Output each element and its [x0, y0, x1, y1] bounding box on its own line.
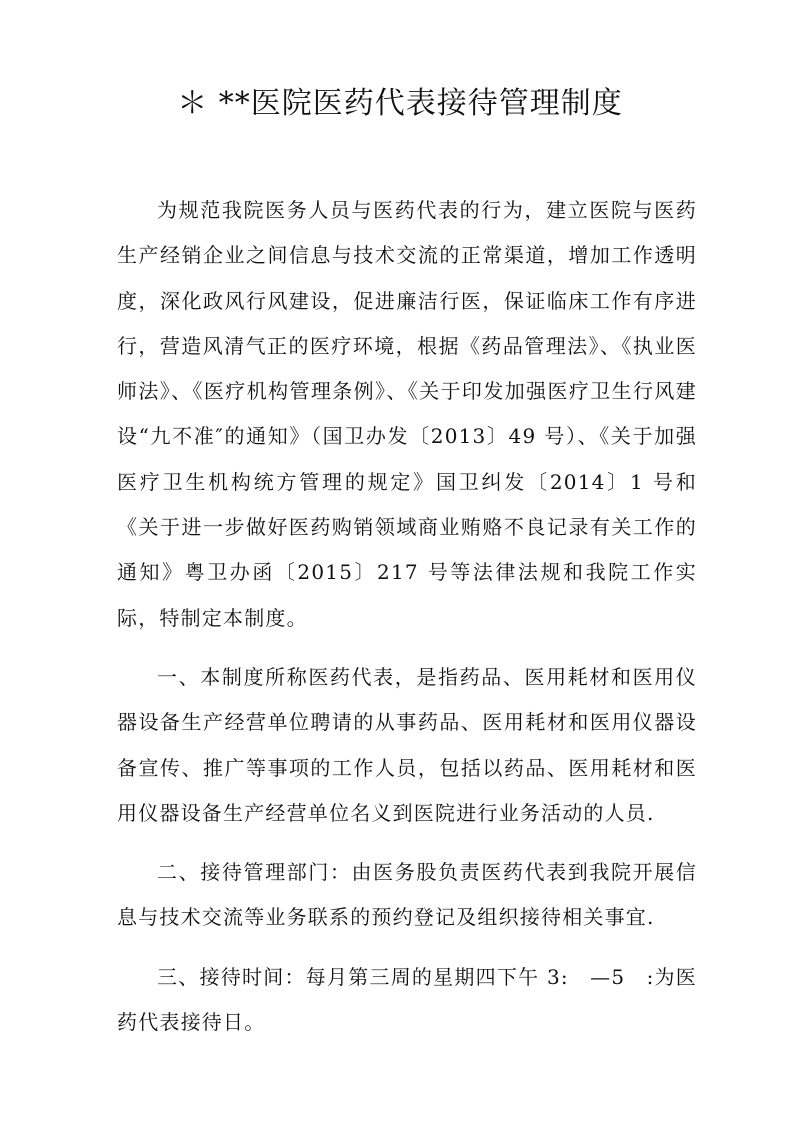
- paragraph-preamble: 为规范我院医务人员与医药代表的行为，建立医院与医药生产经销企业之间信息与技术交流的正常渠道，增加工作透明度，深化政风行风建设，促进廉洁行医，保证临床工作有序进行，营造风清气正的医疗环境，根据《药品管理法》、《执业医师法》、《医疗机构管理条例》、《关于印发加强医疗卫生行风建设“九不准″的通知》（国卫办发〔2013〕49 号）、《关于加强医疗卫生机构统方管理的规定》国卫纠发〔2014〕1 号和《关于进一步做好医药购销领域商业贿赂不良记录有关工作的通知》粤卫办函〔2015〕217 号等法律法规和我院工作实际，特制定本制度。: [117, 198, 697, 630]
- paragraph-article-3: 三、接待时间：每月第三周的星期四下午 3: —5 :为医药代表接待日。: [117, 964, 697, 1035]
- document-title: ＊ **医院医药代表接待管理制度: [177, 86, 623, 121]
- paragraph-article-2: 二、接待管理部门：由医务股负责医药代表到我院开展信息与技术交流等业务联系的预约登记及组织接待相关事宜.: [117, 860, 697, 930]
- document-body: [117, 188, 697, 1059]
- paragraph-article-1: 一、本制度所称医药代表，是指药品、医用耗材和医用仪器设备生产经营单位聘请的从事药品、医用耗材和医用仪器设备宣传、推广等事项的工作人员，包括以药品、医用耗材和医用仪器设备生产经营单位名义到医院进行业务活动的人员.: [117, 664, 697, 825]
